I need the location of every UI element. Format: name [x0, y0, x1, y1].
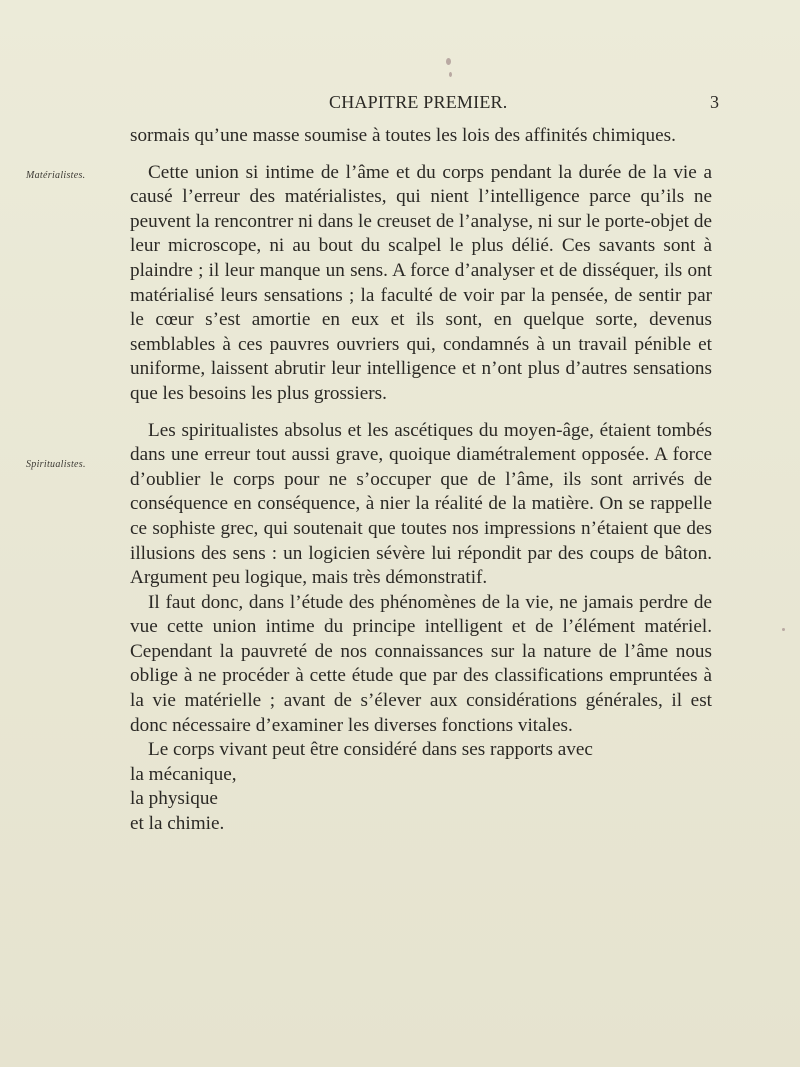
paragraph-union-intime: Il faut donc, dans l’étude des phénomènes de la vie, ne jamais perdre de vue cette union intime du principe intelligent et de l’élément matériel. Cependant la pauvreté de nos connaissances sur la nature de l’âme nous oblige à ne procéder à cette étude que par des classifications empruntées à la vie matérielle ; avant de s’élever aux considérations générales, il est donc nécessaire d’examiner les diverses fonctions vitales.	[130, 591, 712, 736]
paper-speck	[449, 72, 452, 77]
list-item: et la chimie.	[130, 813, 225, 835]
list-item: la mécanique,	[130, 763, 237, 785]
paragraph-continuation: sormais qu’une masse soumise à toutes les lois des affinités chimiques.	[130, 125, 676, 146]
page-header	[0, 92, 800, 116]
body-text	[130, 124, 712, 837]
margin-note-spiritualistes: Spiritualistes.	[26, 459, 86, 470]
page-number: 3	[710, 92, 719, 112]
rapports-list	[130, 763, 712, 837]
list-item: la physique	[130, 788, 218, 810]
paragraph-corps-vivant: Le corps vivant peut être considéré dans ses rapports avec	[148, 739, 593, 761]
running-title: CHAPITRE PREMIER.	[329, 92, 508, 112]
paper-speck	[446, 58, 451, 65]
margin-note-materialistes: Matérialistes.	[26, 170, 86, 181]
paragraph-materialistes: Cette union si intime de l’âme et du corps pendant la durée de la vie a causé l’erreur des matérialistes, qui nient l’intelligence parce qu’ils ne peuvent la rencontrer ni dans le creuset de l’analyse, ni sur le porte-objet de leur microscope, ni au bout du scalpel le plus délié. Ces savants sont à plaindre ; il leur manque un sens. A force d’analyser et de disséquer, ils ont matérialisé leurs sensations ; la faculté de voir par la pensée, de sentir par le cœur s’est amortie en eux et ils sont, en quelque sorte, devenus semblables à ces pauvres ouvriers qui, condamnés à un travail pénible et uniforme, laissent abrutir leur intelligence et n’ont plus d’autres sensations que les besoins les plus grossiers.	[130, 161, 712, 404]
paper-speck	[782, 628, 785, 631]
paragraph-spiritualistes: Les spiritualistes absolus et les ascétiques du moyen-âge, étaient tombés dans une erreur tout aussi grave, quoique diamétralement opposée. A force d’oublier le corps pour ne s’occuper que de l’âme, ils sont arrivés de conséquence en conséquence, à nier la réalité de la matière. On se rappelle ce sophiste grec, qui soutenait que toutes nos impressions n’étaient que des illusions des sens : un logicien sévère lui répondit par des coups de bâton. Argument peu logique, mais très démonstratif.	[130, 419, 712, 589]
